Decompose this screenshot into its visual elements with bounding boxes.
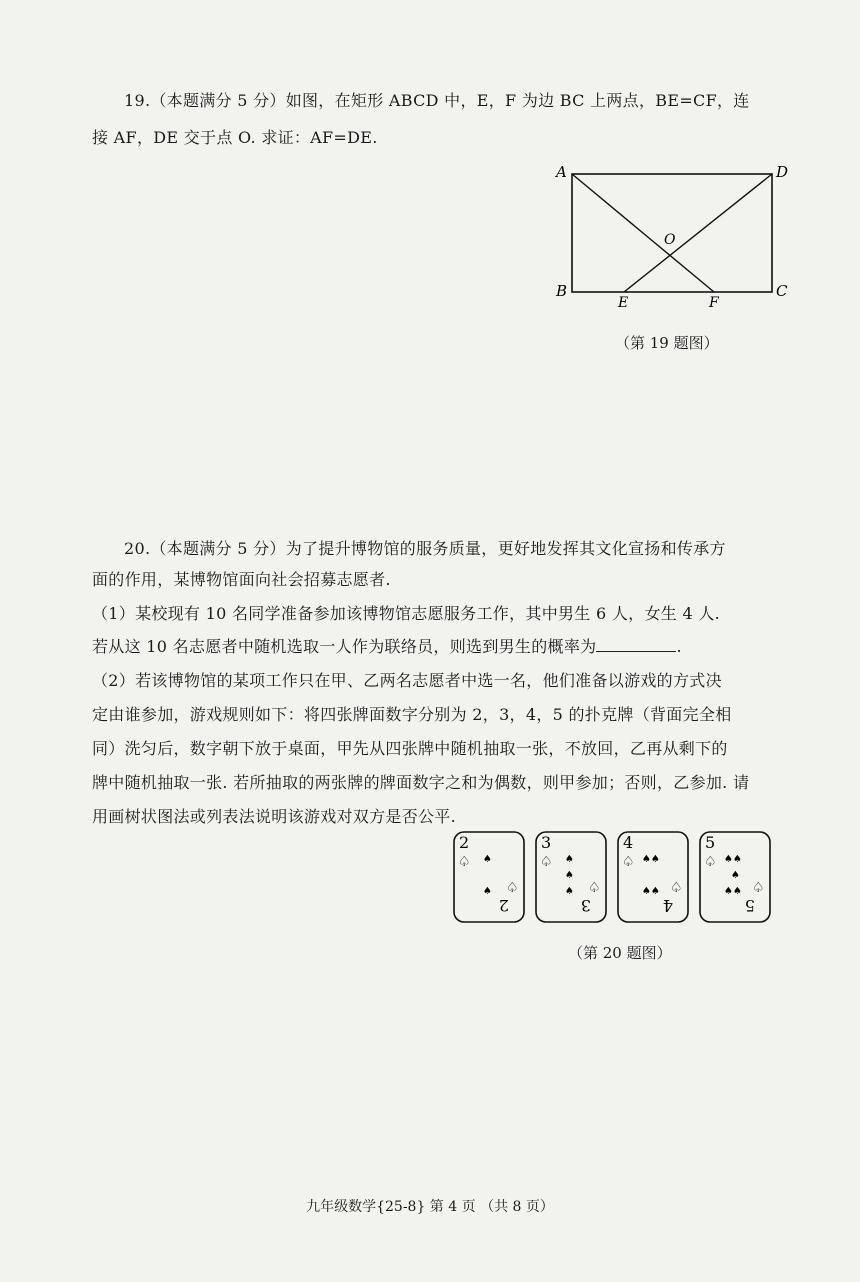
- q20-caption: （第 20 题图）: [568, 944, 672, 962]
- spade-icon: ♠♠: [724, 854, 742, 865]
- card-2-rank-inverted: 2: [498, 896, 509, 915]
- card-5: [700, 832, 770, 922]
- spade-icon: ♠: [565, 870, 574, 881]
- card-5-rank-inverted: 5: [744, 896, 755, 915]
- spade-icon: ♠: [565, 886, 574, 897]
- spade-icon: ♠♠: [642, 886, 660, 897]
- label-c: C: [776, 282, 788, 300]
- spade-icon: ♤: [540, 854, 553, 870]
- label-d: D: [776, 163, 789, 181]
- card-3: [536, 832, 606, 922]
- q20-part1-line2: [92, 634, 682, 657]
- q19-text-line2: 接 AF，DE 交于点 O. 求证：AF=DE.: [92, 128, 378, 147]
- spade-icon: ♠: [483, 854, 492, 865]
- q20-part2-line2: 定由谁参加，游戏规则如下：将四张牌面数字分别为 2，3，4，5 的扑克牌（背面完全相: [92, 705, 732, 724]
- q19-caption: （第 19 题图）: [615, 334, 719, 352]
- card-2-rank: 2: [459, 833, 470, 852]
- spade-icon: ♤: [704, 854, 717, 870]
- q20-part2-line5: 用画树状图法或列表法说明该游戏对双方是否公平.: [92, 807, 456, 826]
- label-o: O: [664, 232, 676, 248]
- page-footer: 九年级数学{25-8} 第 4 页 （共 8 页）: [306, 1199, 554, 1215]
- card-4: [618, 832, 688, 922]
- label-a: A: [556, 163, 567, 181]
- answer-blank[interactable]: [596, 637, 676, 652]
- q19-rectangle-figure: [552, 160, 792, 310]
- q20-part2-line4: 牌中随机抽取一张. 若所抽取的两张牌的牌面数字之和为偶数，则甲参加；否则，乙参加. 请: [92, 773, 750, 792]
- q20-part1-line1: （1）某校现有 10 名同学准备参加该博物馆志愿服务工作，其中男生 6 人，女生 4 人.: [92, 604, 721, 623]
- playing-cards-figure: [450, 828, 790, 928]
- q20-part1-end: .: [676, 637, 682, 656]
- spade-icon: ♤: [458, 854, 471, 870]
- label-f: F: [709, 295, 719, 310]
- card-4-rank: 4: [623, 833, 634, 852]
- card-3-rank-inverted: 3: [580, 896, 591, 915]
- card-5-rank: 5: [705, 833, 716, 852]
- spade-icon: ♤: [752, 880, 765, 896]
- q20-part2-line1: （2）若该博物馆的某项工作只在甲、乙两名志愿者中选一名，他们准备以游戏的方式决: [92, 671, 722, 690]
- q20-text-line2: 面的作用，某博物馆面向社会招募志愿者.: [92, 570, 391, 589]
- spade-icon: ♠♠: [724, 886, 742, 897]
- spade-icon: ♤: [506, 880, 519, 896]
- spade-icon: ♠: [565, 854, 574, 865]
- spade-icon: ♠: [731, 870, 740, 881]
- spade-icon: ♤: [622, 854, 635, 870]
- label-b: B: [556, 282, 568, 300]
- card-4-rank-inverted: 4: [662, 896, 673, 915]
- spade-icon: ♤: [588, 880, 601, 896]
- spade-icon: ♠♠: [642, 854, 660, 865]
- q20-text-line1: 20.（本题满分 5 分）为了提升博物馆的服务质量，更好地发挥其文化宣扬和传承方: [124, 539, 726, 558]
- q20-part2-line3: 同）洗匀后，数字朝下放于桌面，甲先从四张牌中随机抽取一张，不放回，乙再从剩下的: [92, 739, 728, 758]
- label-e: E: [618, 295, 629, 310]
- spade-icon: ♠: [483, 886, 492, 897]
- card-2: [454, 832, 524, 922]
- q20-part1-text: 若从这 10 名志愿者中随机选取一人作为联络员，则选到男生的概率为: [92, 637, 597, 656]
- spade-icon: ♤: [670, 880, 683, 896]
- card-3-rank: 3: [541, 833, 552, 852]
- q19-text-line1: 19.（本题满分 5 分）如图，在矩形 ABCD 中，E，F 为边 BC 上两点，BE=CF，连: [124, 91, 750, 110]
